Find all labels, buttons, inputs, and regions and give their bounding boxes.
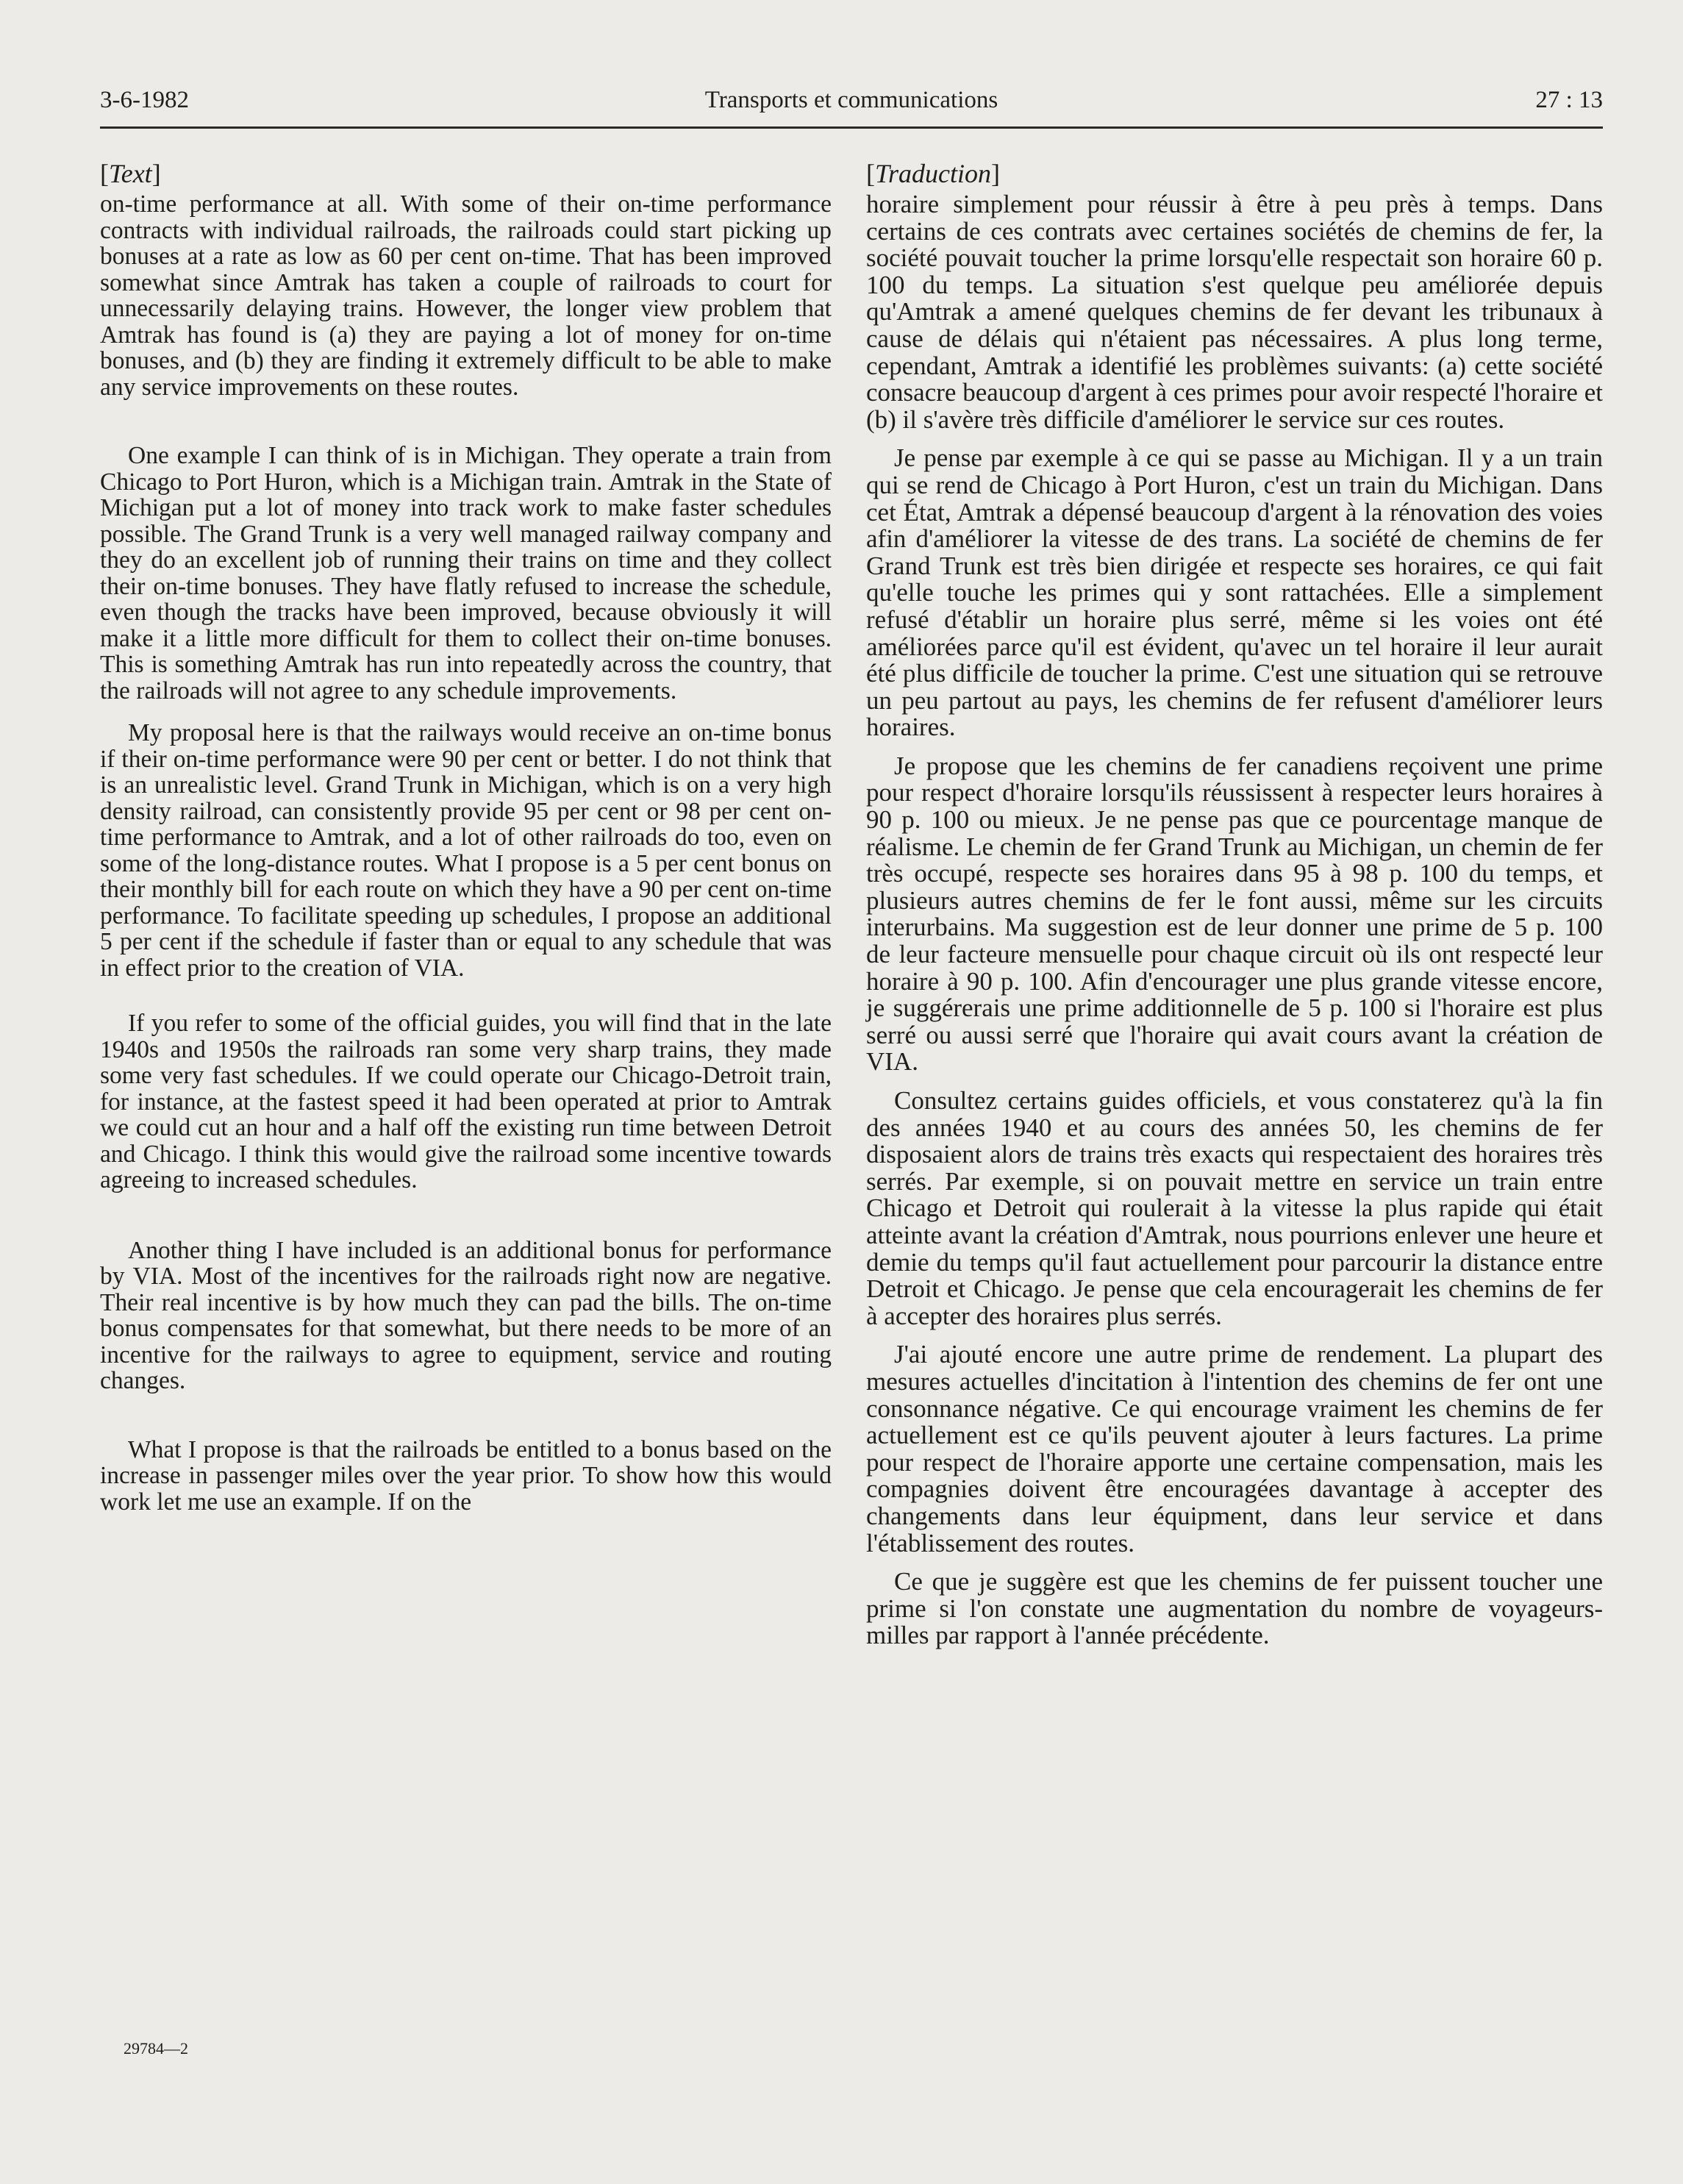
page-header [100,82,1603,129]
header-page-number: 27 : 13 [1535,87,1603,113]
paragraph: Another thing I have included is an additional bonus for performance by VIA. Most of the incentives for the railroads right now are negative. Their real incentive is by how much they can pad the bills. The on-time bonus compensates for that somewhat, but there needs to be more of an incentive for the railways to agree to equipment, service and routing changes. [100,1236,832,1394]
footer-print-code: 29784—2 [124,2039,188,2058]
header-date: 3-6-1982 [100,87,189,113]
paragraph: My proposal here is that the railways would receive an on-time bonus if their on-time performance were 90 per cent or better. I do not think that is an unrealistic level. Grand Trunk in Michigan, which is on a very high density railroad, can consistently provide 95 per cent or 98 per cent on-time performance to Amtrak, and a lot of other railroads do too, even on some of the long-distance routes. What I propose is a 5 per cent bonus on their monthly bill for each route on which they have a 90 per cent on-time performance. To facilitate speeding up schedules, I propose an additional 5 per cent if the schedule if faster than or equal to any schedule that was in effect prior to the creation of VIA. [100,719,832,982]
paragraph: If you refer to some of the official guides, you will find that in the late 1940s and 1950s the railroads ran some very sharp trains, they made some very fast schedules. If we could operate our Chicago-Detroit train, for instance, at the fastest speed it had been operated at prior to Amtrak we could cut an hour and a half off the existing run time between Detroit and Chicago. I think this would give the railroad some incentive towards agreeing to increased schedules. [100,1010,832,1193]
paragraph: on-time performance at all. With some of their on-time performance contracts with individual railroads, the railroads could start picking up bonuses at a rate as low as 60 per cent on-time. That has been improved somewhat since Amtrak has taken a couple of railroads to court for unnecessarily delaying trains. However, the longer view problem that Amtrak has found is (a) they are paying a lot of money for on-time bonuses, and (b) they are finding it extremely difficult to be able to make any service improvements on these routes. [100,190,832,401]
paragraph: Consultez certains guides officiels, et vous constaterez qu'à la fin des années 1940 et au cours des années 50, les chemins de fer disposaient alors de trains très exacts qui respectaient des horaires très serrés. Par exemple, si on pouvait mettre en service un train entre Chicago et Detroit qui roulerait à la vitesse la plus rapide qui était atteinte avant la création d'Amtrak, nous pourrions enlever une heure et demie du temps qu'il faut actuellement pour parcourir la distance entre Detroit et Chicago. Je pense que cela encouragerait les chemins de fer à accepter des horaires plus serrés. [866,1086,1603,1330]
header-title: Transports et communications [704,87,998,113]
paragraph: Je pense par exemple à ce qui se passe au Michigan. Il y a un train qui se rend de Chicago à Port Huron, c'est un train du Michigan. Dans cet État, Amtrak a dépensé beaucoup d'argent à la rénovation des voies afin d'améliorer la vitesse de des trans. La société de chemins de fer Grand Trunk est très bien dirigée et respecte ses horaires, ce qui fait qu'elle touche les primes qui y sont rattachées. Elle a simplement refusé d'établir un horaire plus serré, même si les voies ont été améliorées parce qu'il est évident, qu'avec un tel horaire il leur aurait été plus difficile de toucher la prime. C'est une situation qui se retrouve un peu partout au pays, les chemins de fer refusent d'améliorer leurs horaires. [866,443,1603,742]
french-column [866,159,1603,1649]
column-marker-text: [Text] [100,159,161,188]
paragraph: Je propose que les chemins de fer canadiens reçoivent une prime pour respect d'horaire lorsqu'ils réussissent à respecter leurs horaires à 90 p. 100 ou mieux. Je ne pense pas que ce pourcentage manque de réalisme. Le chemin de fer Grand Trunk au Michigan, un chemin de fer très occupé, respecte ses horaires dans 95 à 98 p. 100 du temps, et plusieurs autres chemins de fer le font aussi, même sur les circuits interurbains. Ma suggestion est de leur donner une prime de 5 p. 100 de leur facteure mensuelle pour chaque circuit où ils ont respecté leur horaire à 90 p. 100. Afin d'encourager une plus grande vitesse encore, je suggérerais une prime additionnelle de 5 p. 100 si l'horaire est plus serré ou aussi serré que l'horaire qui avait cours avant la création de VIA. [866,751,1603,1077]
paragraph: horaire simplement pour réussir à être à peu près à temps. Dans certains de ces contrats avec certaines sociétés de chemins de fer, la société pouvait toucher la prime lorsqu'elle respectait son horaire 60 p. 100 du temps. La situation s'est quelque peu améliorée depuis qu'Amtrak a amené quelques chemins de fer devant les tribunaux à cause de délais qui n'étaient pas nécessaires. A plus long terme, cependant, Amtrak a identifié les problèmes suivants: (a) cette société consacre beaucoup d'argent à ces primes pour avoir respecté l'horaire et (b) il s'avère très difficile d'améliorer le service sur ces routes. [866,190,1603,434]
column-marker-traduction: [Traduction] [866,159,1001,188]
paragraph: J'ai ajouté encore une autre prime de rendement. La plupart des mesures actuelles d'incitation à l'intention des chemins de fer ont une consonnance négative. Ce qui encourage vraiment les chemins de fer actuellement est ce qu'ils peuvent ajouter à leurs factures. La prime pour respect de l'horaire apporte une certaine compensation, mais les compagnies doivent être encouragées davantage à accepter des changements dans leur équipment, dans leur service et dans l'établissement des routes. [866,1340,1603,1557]
paragraph: What I propose is that the railroads be entitled to a bonus based on the increase in passenger miles over the year prior. To show how this would work let me use an example. If on the [100,1435,832,1516]
paragraph: One example I can think of is in Michigan. They operate a train from Chicago to Port Huron, which is a Michigan train. Amtrak in the State of Michigan put a lot of money into track work to make faster schedules possible. The Grand Trunk is a very well managed railway company and they do an excellent job of running their trains on time and they collect their on-time bonuses. They have flatly refused to increase the schedule, even though the tracks have been improved, because obviously it will make it a little more difficult for them to collect their on-time bonuses. This is something Amtrak has run into repeatedly across the country, that the railroads will not agree to any schedule improvements. [100,442,832,704]
paragraph: Ce que je suggère est que les chemins de fer puissent toucher une prime si l'on constate une augmentation du nombre de voyageurs-milles par rapport à l'année précédente. [866,1567,1603,1650]
english-column [100,159,832,1515]
